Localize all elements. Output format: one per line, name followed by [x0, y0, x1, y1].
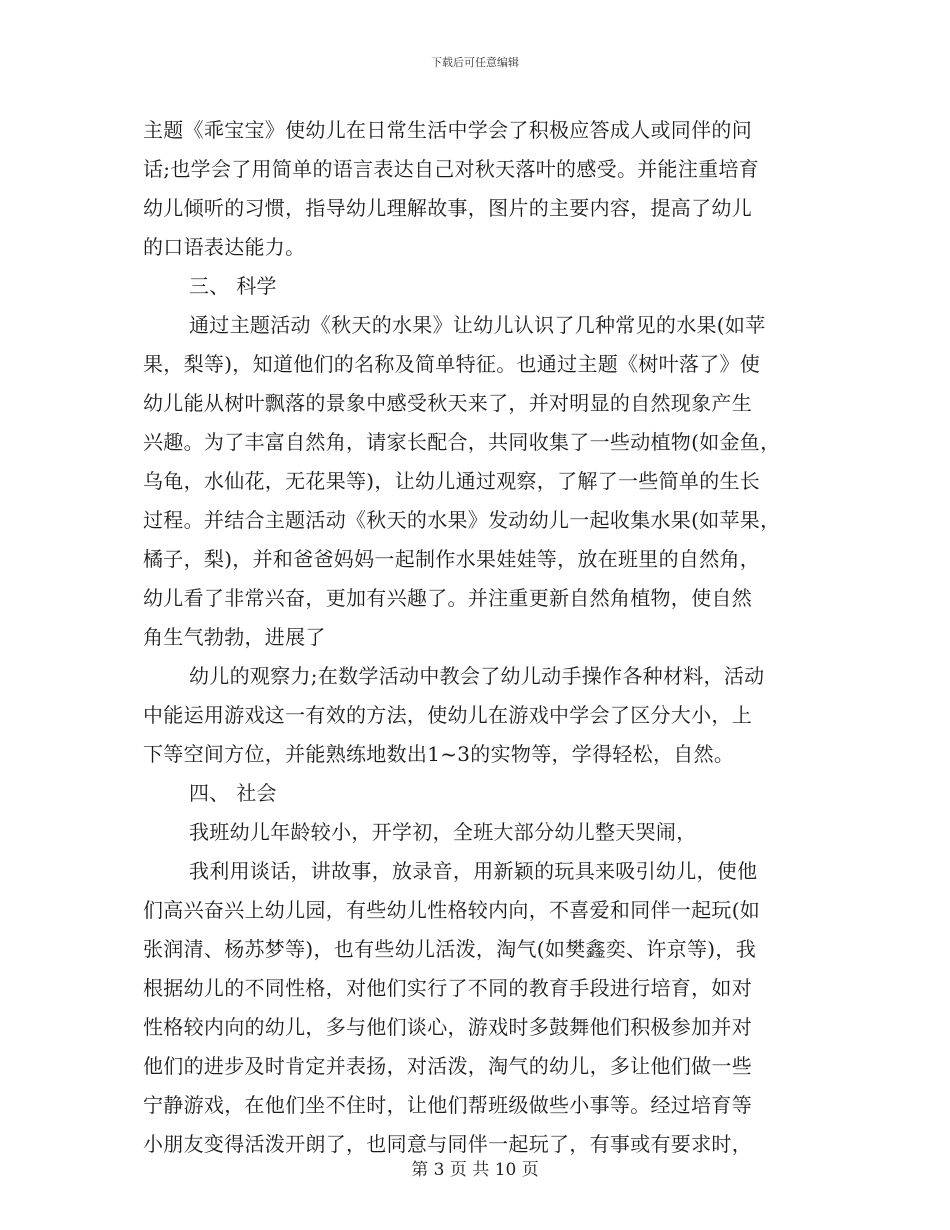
text-line: 中能运用游戏这一有效的方法，使幼儿在游戏中学会了区分大小，上: [143, 703, 752, 727]
text-line: 宁静游戏，在他们坐不住时，让他们帮班级做些小事等。经过培育等: [143, 1093, 752, 1117]
text-line: 根据幼儿的不同性格，对他们实行了不同的教育手段进行培育，如对: [143, 976, 752, 1000]
page-header: 下载后可任意编辑: [431, 56, 519, 69]
section-heading-science: 三、 科学: [189, 274, 277, 298]
text-line: 果，梨等)，知道他们的名称及简单特征。也通过主题《树叶落了》使: [143, 352, 761, 376]
text-line: 性格较内向的幼儿，多与他们谈心，游戏时多鼓舞他们积极参加并对: [143, 1015, 752, 1039]
text-line: 话;也学会了用简单的语言表达自己对秋天落叶的感受。并能注重培育: [143, 157, 760, 181]
text-line: 通过主题活动《秋天的水果》让幼儿认识了几种常见的水果(如苹: [189, 313, 766, 337]
page-footer: 第 3 页 共 10 页: [411, 1160, 539, 1180]
text-line: 我利用谈话，讲故事，放录音，用新颖的玩具来吸引幼儿，使他: [189, 859, 758, 883]
text-line: 幼儿的观察力;在数学活动中教会了幼儿动手操作各种材料，活动: [189, 664, 765, 688]
text-line: 主题《乖宝宝》使幼儿在日常生活中学会了积极应答成人或同伴的问: [143, 118, 752, 142]
text-line: 过程。并结合主题活动《秋天的水果》发动幼儿一起收集水果(如苹果，: [143, 508, 781, 532]
section-heading-society: 四、 社会: [189, 781, 277, 805]
text-line: 他们的进步及时肯定并表扬，对活泼，淘气的幼儿，多让他们做一些: [143, 1054, 752, 1078]
text-line: 幼儿倾听的习惯，指导幼儿理解故事，图片的主要内容，提高了幼儿: [143, 196, 752, 220]
text-line: 橘子，梨)，并和爸爸妈妈一起制作水果娃娃等，放在班里的自然角，: [143, 547, 761, 571]
text-line: 小朋友变得活泼开朗了，也同意与同伴一起玩了，有事或有要求时，: [143, 1132, 752, 1156]
text-line: 角生气勃勃，进展了: [143, 625, 326, 649]
text-line: 下等空间方位，并能熟练地数出1~3的实物等，学得轻松，自然。: [143, 742, 735, 766]
text-line: 我班幼儿年龄较小，开学初，全班大部分幼儿整天哭闹，: [189, 820, 697, 844]
text-line: 张润清、杨苏梦等)，也有些幼儿活泼，淘气(如樊鑫奕、许京等)，我: [143, 937, 757, 961]
text-line: 幼儿能从树叶飘落的景象中感受秋天来了，并对明显的自然现象产生: [143, 391, 752, 415]
text-line: 们高兴奋兴上幼儿园，有些幼儿性格较内向，不喜爱和同伴一起玩(如: [143, 898, 761, 922]
text-line: 兴趣。为了丰富自然角，请家长配合，共同收集了一些动植物(如金鱼，: [143, 430, 781, 454]
document-body: [143, 111, 813, 1164]
text-line: 乌龟，水仙花，无花果等)，让幼儿通过观察，了解了一些简单的生长: [143, 469, 761, 493]
text-line: 的口语表达能力。: [143, 235, 306, 259]
text-line: 幼儿看了非常兴奋，更加有兴趣了。并注重更新自然角植物，使自然: [143, 586, 752, 610]
